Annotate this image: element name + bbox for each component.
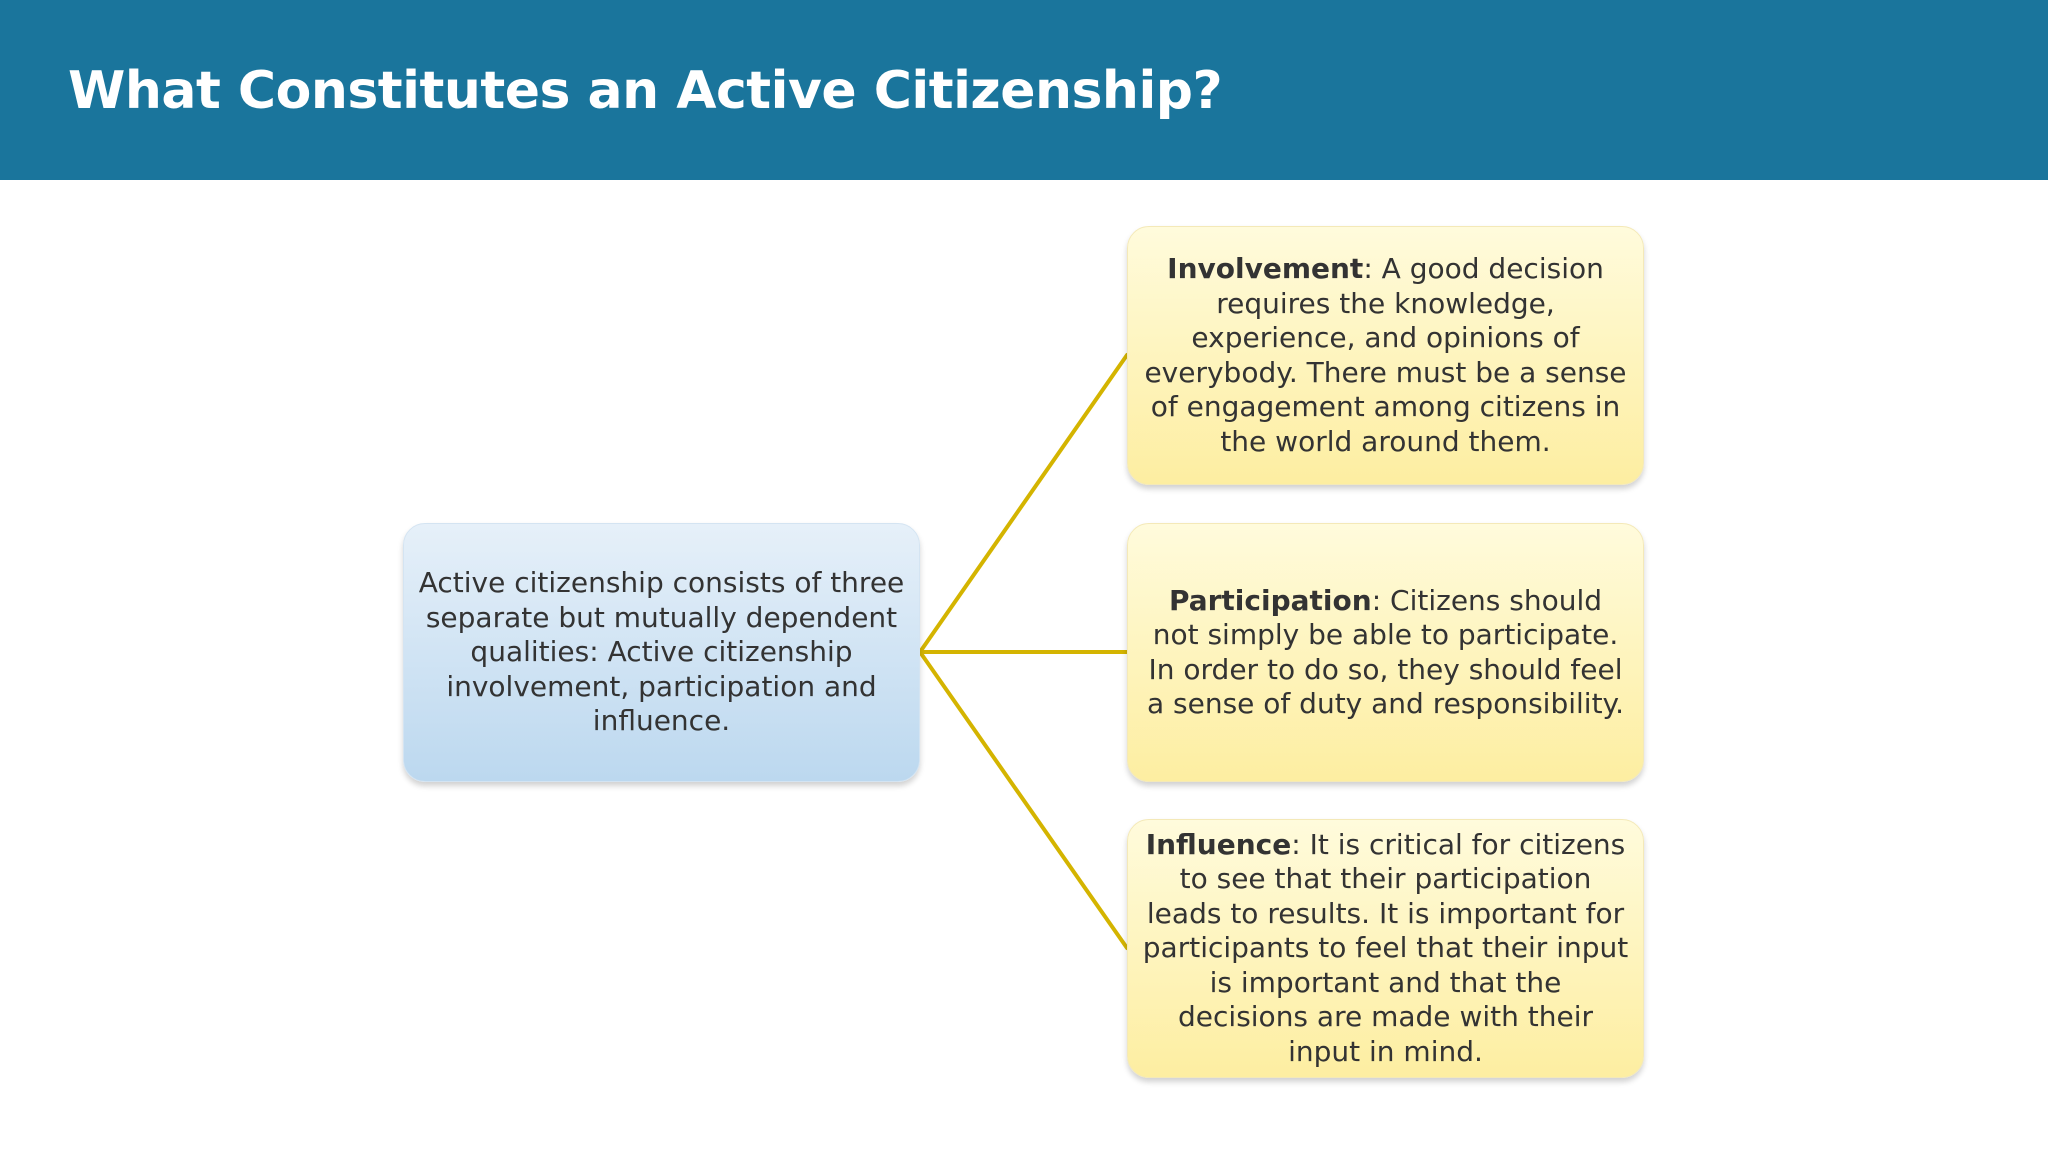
slide-title: What Constitutes an Active Citizenship?: [68, 61, 1223, 121]
branch-description: : Citizens should not simply be able to participate. In order to do so, they should feel a sense of duty and responsibility.: [1146, 583, 1625, 720]
branch-description: : It is critical for citizens to see that their participation leads to results. It is important for participants to feel that their input is important and that the decisions are made with their input in mind.: [1142, 827, 1629, 1068]
connector-line-influence: [920, 652, 1127, 948]
branch-description: : A good decision requires the knowledge, experience, and opinions of everybody. There must be a sense of engagement among citizens in the world around them.: [1144, 252, 1627, 458]
central-node: [403, 523, 920, 782]
branch-node-involvement: [1127, 226, 1644, 485]
connector-line-involvement: [920, 355, 1127, 652]
branch-term: Involvement: [1167, 252, 1364, 285]
branch-node-involvement-text: [1142, 252, 1629, 459]
branch-node-participation: [1127, 523, 1644, 782]
central-node-text: Active citizenship consists of three separate but mutually dependent qualities: Active citizenship involvement, participation and influence.: [418, 566, 905, 738]
branch-node-influence: [1127, 819, 1644, 1078]
branch-term: Influence: [1145, 827, 1292, 861]
branch-node-participation-text: [1142, 584, 1629, 722]
branch-node-influence-text: [1142, 828, 1629, 1070]
branch-term: Participation: [1168, 583, 1372, 617]
